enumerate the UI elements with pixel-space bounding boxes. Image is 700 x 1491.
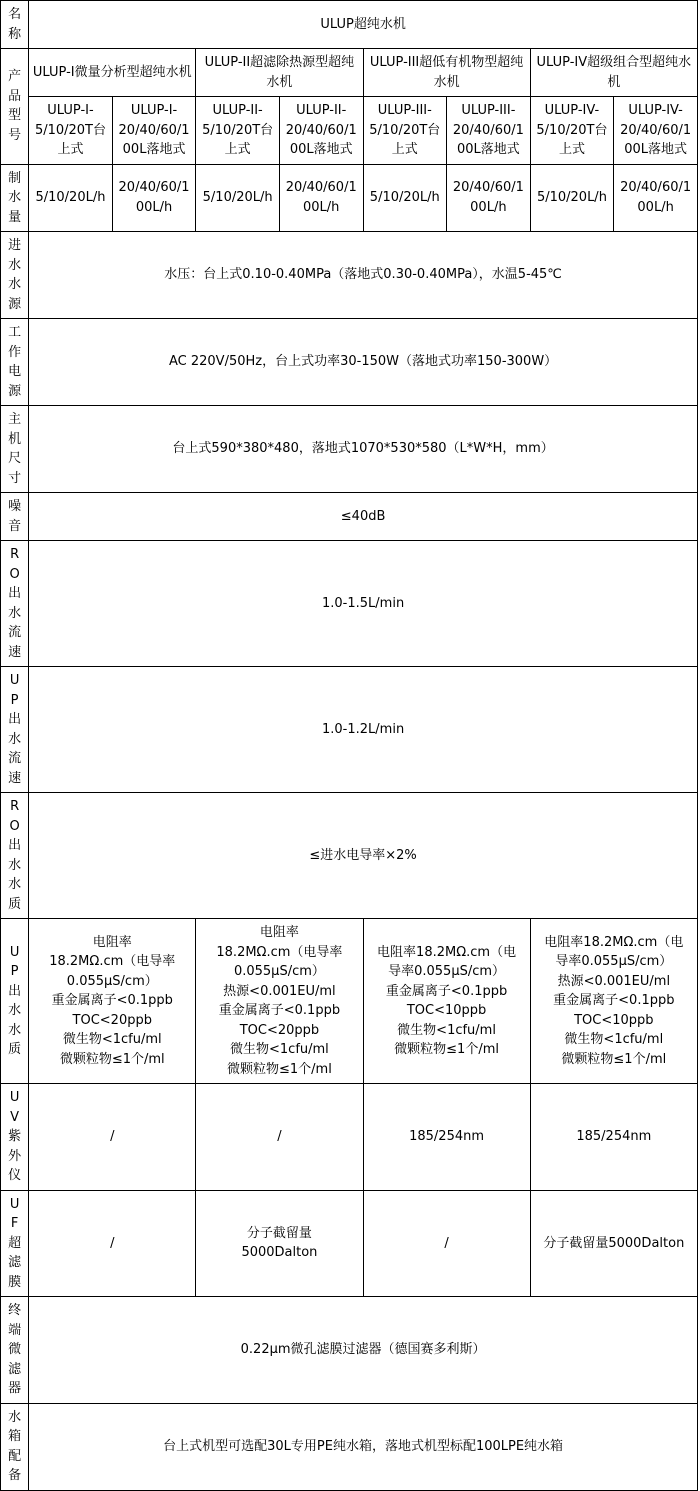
up-quality-col-2 xyxy=(196,919,363,1084)
up-quality-line: 微颗粒物≤1个/ml xyxy=(59,1051,165,1067)
row-label-tank xyxy=(1,1403,29,1490)
uv-value-2: / xyxy=(196,1084,363,1191)
row-label-terminal-filter-text: 终端微滤器 xyxy=(8,1303,22,1396)
terminal-filter-value: 0.22µm微孔滤膜过滤器（德国赛多利斯） xyxy=(29,1297,698,1404)
row-label-power xyxy=(1,319,29,406)
up-quality-line: 18.2MΩ.cm（电导率 xyxy=(49,954,176,970)
row-label-dimensions-text: 主机尺寸 xyxy=(8,412,22,486)
row-label-output xyxy=(1,164,29,232)
up-quality-line: 重金属离子<0.1ppb xyxy=(385,983,508,999)
up-quality-line: 微颗粒物≤1个/ml xyxy=(227,1061,332,1077)
up-quality-line: 热源<0.001EU/ml xyxy=(557,973,671,989)
uf-value-1: / xyxy=(29,1190,196,1297)
ro-quality-value: ≤进水电导率×2% xyxy=(29,793,698,919)
row-label-ro-quality xyxy=(1,793,29,919)
row-label-uv xyxy=(1,1084,29,1191)
up-quality-line: 微生物<1cfu/ml xyxy=(62,1032,162,1048)
row-label-ro-quality-text: RO出水水质 xyxy=(8,799,22,912)
uf-value-line: 分子截留量 xyxy=(246,1225,312,1241)
uf-value-2 xyxy=(196,1190,363,1297)
table-row-uf xyxy=(1,1190,698,1297)
row-label-power-text: 工作电源 xyxy=(8,325,22,399)
up-quality-line: 重金属离子<0.1ppb xyxy=(51,993,173,1009)
table-row-up-flow xyxy=(1,667,698,793)
row-label-name-text: 名称 xyxy=(8,7,22,42)
up-quality-line: TOC<10ppb xyxy=(406,1003,487,1018)
dimensions-value: 台上式590*380*480，落地式1070*530*580（L*W*H，mm） xyxy=(29,406,698,493)
up-quality-line: 电阻率18.2MΩ.cm（电 xyxy=(377,944,517,960)
model-code-4: ULUP-II-20/40/60/100L落地式 xyxy=(279,97,363,165)
row-label-noise xyxy=(1,493,29,541)
up-quality-line: 微颗粒物≤1个/ml xyxy=(561,1051,667,1067)
row-label-up-flow-text: UP出水流速 xyxy=(8,673,22,786)
up-quality-line: 导率0.055µS/cm） xyxy=(388,964,506,979)
table-row-ro-quality xyxy=(1,793,698,919)
output-value-5: 5/10/20L/h xyxy=(363,164,447,232)
table-row-terminal-filter xyxy=(1,1297,698,1404)
output-value-4: 20/40/60/100L/h xyxy=(279,164,363,232)
up-quality-line: TOC<20ppb xyxy=(72,1012,152,1028)
model-group-4: ULUP-IV超级组合型超纯水机 xyxy=(530,49,697,97)
output-value-3: 5/10/20L/h xyxy=(196,164,280,232)
up-quality-line: 0.055µS/cm） xyxy=(233,964,325,979)
up-quality-line: 重金属离子<0.1ppb xyxy=(218,1003,341,1018)
row-label-output-text: 制水量 xyxy=(8,170,22,225)
up-quality-line: 热源<0.001EU/ml xyxy=(223,983,336,999)
ro-flow-value: 1.0-1.5L/min xyxy=(29,541,698,667)
model-group-3: ULUP-III超低有机物型超纯水机 xyxy=(363,49,530,97)
up-quality-line: 重金属离子<0.1ppb xyxy=(553,993,675,1009)
up-quality-line: 电阻率18.2MΩ.cm（电 xyxy=(544,934,684,950)
row-label-tank-text: 水箱配备 xyxy=(8,1409,22,1483)
up-quality-line: 0.055µS/cm） xyxy=(66,973,158,989)
up-quality-line: 18.2MΩ.cm（电导率 xyxy=(216,944,343,960)
model-code-6: ULUP-III-20/40/60/100L落地式 xyxy=(447,97,531,165)
uv-value-4: 185/254nm xyxy=(530,1084,697,1191)
output-value-8: 20/40/60/100L/h xyxy=(614,164,698,232)
row-label-up-quality-text: UP出水水质 xyxy=(8,944,22,1057)
up-quality-line: 导率0.055µS/cm） xyxy=(555,954,673,970)
output-value-1: 5/10/20L/h xyxy=(29,164,113,232)
uf-value-line: 5000Dalton xyxy=(241,1245,318,1261)
feed-water-value: 水压：台上式0.10-0.40MPa（落地式0.30-0.40MPa），水温5-45℃ xyxy=(29,232,698,319)
model-code-2: ULUP-I-20/40/60/100L落地式 xyxy=(112,97,196,165)
row-label-model-type xyxy=(1,49,29,165)
table-row-model-codes xyxy=(1,97,698,165)
model-group-2: ULUP-II超滤除热源型超纯水机 xyxy=(196,49,363,97)
table-row-noise xyxy=(1,493,698,541)
table-row-dimensions xyxy=(1,406,698,493)
row-label-dimensions xyxy=(1,406,29,493)
up-quality-line: TOC<20ppb xyxy=(239,1022,320,1038)
output-value-7: 5/10/20L/h xyxy=(530,164,614,232)
row-label-terminal-filter xyxy=(1,1297,29,1404)
up-flow-value: 1.0-1.2L/min xyxy=(29,667,698,793)
product-title: ULUP超纯水机 xyxy=(29,1,698,49)
table-row-up-quality xyxy=(1,919,698,1084)
row-label-up-quality xyxy=(1,919,29,1084)
model-code-8: ULUP-IV-20/40/60/100L落地式 xyxy=(614,97,698,165)
table-row-name xyxy=(1,1,698,49)
noise-value: ≤40dB xyxy=(29,493,698,541)
up-quality-line: 微颗粒物≤1个/ml xyxy=(394,1042,499,1057)
up-quality-line: 电阻率 xyxy=(92,934,132,950)
model-group-1: ULUP-I微量分析型超纯水机 xyxy=(29,49,196,97)
up-quality-line: TOC<10ppb xyxy=(574,1012,654,1028)
model-code-3: ULUP-II-5/10/20T台上式 xyxy=(196,97,280,165)
uf-value-4: 分子截留量5000Dalton xyxy=(530,1190,697,1297)
table-row-model-group xyxy=(1,49,698,97)
row-label-model-type-text: 产品型号 xyxy=(8,69,22,143)
row-label-up-flow xyxy=(1,667,29,793)
up-quality-line: 微生物<1cfu/ml xyxy=(397,1022,496,1038)
uv-value-3: 185/254nm xyxy=(363,1084,530,1191)
row-label-noise-text: 噪音 xyxy=(8,499,22,534)
power-value: AC 220V/50Hz，台上式功率30-150W（落地式功率150-300W） xyxy=(29,319,698,406)
up-quality-col-4 xyxy=(530,919,697,1084)
table-row-uv xyxy=(1,1084,698,1191)
up-quality-line: 电阻率 xyxy=(259,925,299,940)
uf-value-3: / xyxy=(363,1190,530,1297)
up-quality-col-3 xyxy=(363,919,530,1084)
row-label-feed-water-text: 进水水源 xyxy=(8,238,22,312)
tank-value: 台上式机型可选配30L专用PE纯水箱，落地式机型标配100LPE纯水箱 xyxy=(29,1403,698,1490)
row-label-uf xyxy=(1,1190,29,1297)
model-code-1: ULUP-I-5/10/20T台上式 xyxy=(29,97,113,165)
output-value-6: 20/40/60/100L/h xyxy=(447,164,531,232)
row-label-name xyxy=(1,1,29,49)
row-label-ro-flow xyxy=(1,541,29,667)
row-label-feed-water xyxy=(1,232,29,319)
model-code-7: ULUP-IV-5/10/20T台上式 xyxy=(530,97,614,165)
row-label-uf-text: UF超滤膜 xyxy=(8,1196,22,1290)
table-row-tank xyxy=(1,1403,698,1490)
row-label-uv-text: UV紫外仪 xyxy=(8,1090,22,1183)
up-quality-line: 微生物<1cfu/ml xyxy=(230,1042,329,1057)
row-label-ro-flow-text: RO出水流速 xyxy=(8,547,22,660)
table-row-feed-water xyxy=(1,232,698,319)
up-quality-col-1 xyxy=(29,919,196,1084)
table-row-ro-flow xyxy=(1,541,698,667)
table-row-output xyxy=(1,164,698,232)
output-value-2: 20/40/60/100L/h xyxy=(112,164,196,232)
up-quality-line: 微生物<1cfu/ml xyxy=(564,1032,664,1048)
uv-value-1: / xyxy=(29,1084,196,1191)
model-code-5: ULUP-III-5/10/20T台上式 xyxy=(363,97,447,165)
table-row-power xyxy=(1,319,698,406)
